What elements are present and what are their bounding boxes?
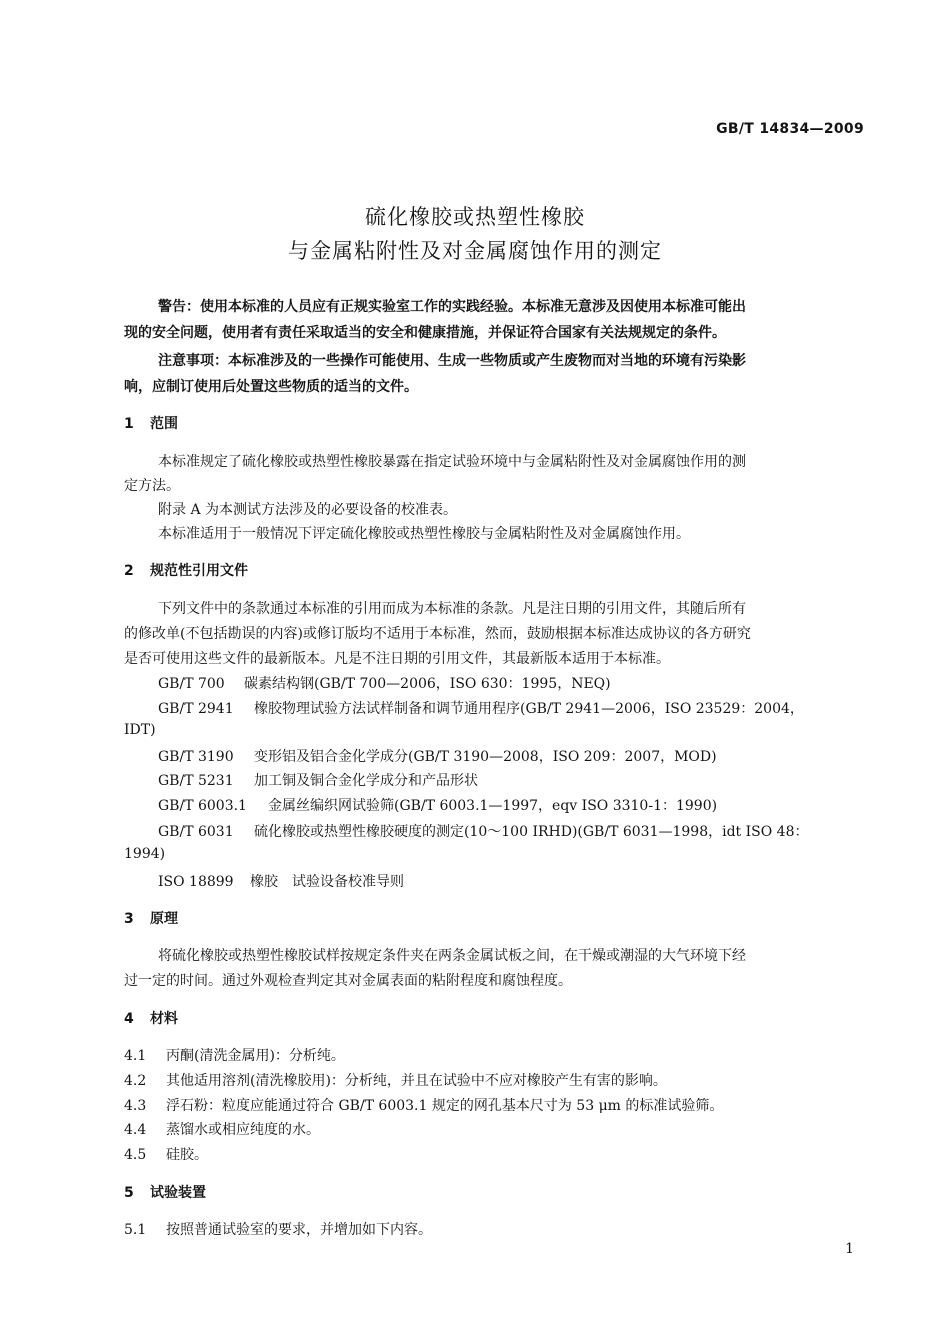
s3-p1-line-2: 过一定的时间。通过外观检查判定其对金属表面的粘附程度和腐蚀程度。 bbox=[124, 973, 572, 989]
reference-gbt2941-cont: IDT) bbox=[124, 722, 156, 738]
reference-gbt6003: GB/T 6003.1 金属丝编织网试验筛(GB/T 6003.1—1997，eqv ISO 3310-1：1990) bbox=[158, 798, 718, 814]
item-4-5: 4.5 硅胶。 bbox=[124, 1147, 208, 1163]
item-4-1: 4.1 丙酮(清洗金属用)：分析纯。 bbox=[124, 1048, 345, 1064]
section-1-heading: 1 范围 bbox=[124, 416, 178, 432]
section-4-heading: 4 材料 bbox=[124, 1011, 178, 1027]
item-4-4: 4.4 蒸馏水或相应纯度的水。 bbox=[124, 1122, 320, 1138]
item-5-1: 5.1 按照普通试验室的要求，并增加如下内容。 bbox=[124, 1222, 432, 1238]
s3-p1-line-1: 将硫化橡胶或热塑性橡胶试样按规定条件夹在两条金属试板之间，在干燥或潮湿的大气环境下经 bbox=[158, 948, 746, 964]
item-4-2: 4.2 其他适用溶剂(清洗橡胶用)：分析纯，并且在试验中不应对橡胶产生有害的影响。 bbox=[124, 1073, 667, 1089]
section-5-heading: 5 试验装置 bbox=[124, 1185, 206, 1201]
page-number: 1 bbox=[845, 1241, 854, 1257]
reference-gbt700: GB/T 700 碳素结构钢(GB/T 700—2006，ISO 630：1995，NEQ) bbox=[158, 676, 611, 692]
s1-p1-line-1: 本标准规定了硫化橡胶或热塑性橡胶暴露在指定试验环境中与金属粘附性及对金属腐蚀作用的测 bbox=[158, 454, 746, 470]
reference-gbt6031-cont: 1994) bbox=[124, 846, 166, 862]
s2-p1-line-3: 是否可使用这些文件的最新版本。凡是不注日期的引用文件，其最新版本适用于本标准。 bbox=[124, 651, 670, 667]
standard-code: GB/T 14834—2009 bbox=[716, 121, 864, 137]
title-line-2: 与金属粘附性及对金属腐蚀作用的测定 bbox=[288, 239, 662, 263]
s2-p1-line-2: 的修改单(不包括勘误的内容)或修订版均不适用于本标准，然而，鼓励根据本标准达成协议的各方研究 bbox=[124, 626, 751, 642]
section-2-heading: 2 规范性引用文件 bbox=[124, 563, 248, 579]
reference-iso18899: ISO 18899 橡胶 试验设备校准导则 bbox=[158, 874, 404, 890]
warning-line-1: 警告：使用本标准的人员应有正规实验室工作的实践经验。本标准无意涉及因使用本标准可能出 bbox=[158, 299, 746, 315]
title-line-1: 硫化橡胶或热塑性橡胶 bbox=[365, 205, 585, 229]
s1-p1-line-2: 定方法。 bbox=[124, 478, 180, 494]
warning-line-2: 现的安全问题，使用者有责任采取适当的安全和健康措施，并保证符合国家有关法规规定的条件。 bbox=[124, 325, 726, 341]
reference-gbt3190: GB/T 3190 变形铝及铝合金化学成分(GB/T 3190—2008，ISO 209：2007，MOD) bbox=[158, 749, 717, 765]
s2-p1-line-1: 下列文件中的条款通过本标准的引用而成为本标准的条款。凡是注日期的引用文件，其随后所有 bbox=[158, 601, 746, 617]
s1-p2: 附录 A 为本测试方法涉及的必要设备的校准表。 bbox=[158, 502, 458, 518]
section-3-heading: 3 原理 bbox=[124, 911, 178, 927]
notice-line-1: 注意事项：本标准涉及的一些操作可能使用、生成一些物质或产生废物而对当地的环境有污染影 bbox=[158, 353, 746, 369]
reference-gbt6031: GB/T 6031 硫化橡胶或热塑性橡胶硬度的测定(10～100 IRHD)(GB/T 6031—1998，idt ISO 48： bbox=[158, 824, 809, 840]
reference-gbt5231: GB/T 5231 加工铜及铜合金化学成分和产品形状 bbox=[158, 773, 478, 789]
item-4-3: 4.3 浮石粉：粒度应能通过符合 GB/T 6003.1 规定的网孔基本尺寸为 53 μm 的标准试验筛。 bbox=[124, 1098, 724, 1114]
notice-line-2: 响，应制订使用后处置这些物质的适当的文件。 bbox=[124, 379, 418, 395]
reference-gbt2941: GB/T 2941 橡胶物理试验方法试样制备和调节通用程序(GB/T 2941—2006，ISO 23529：2004， bbox=[158, 701, 804, 717]
s1-p3: 本标准适用于一般情况下评定硫化橡胶或热塑性橡胶与金属粘附性及对金属腐蚀作用。 bbox=[158, 526, 690, 542]
